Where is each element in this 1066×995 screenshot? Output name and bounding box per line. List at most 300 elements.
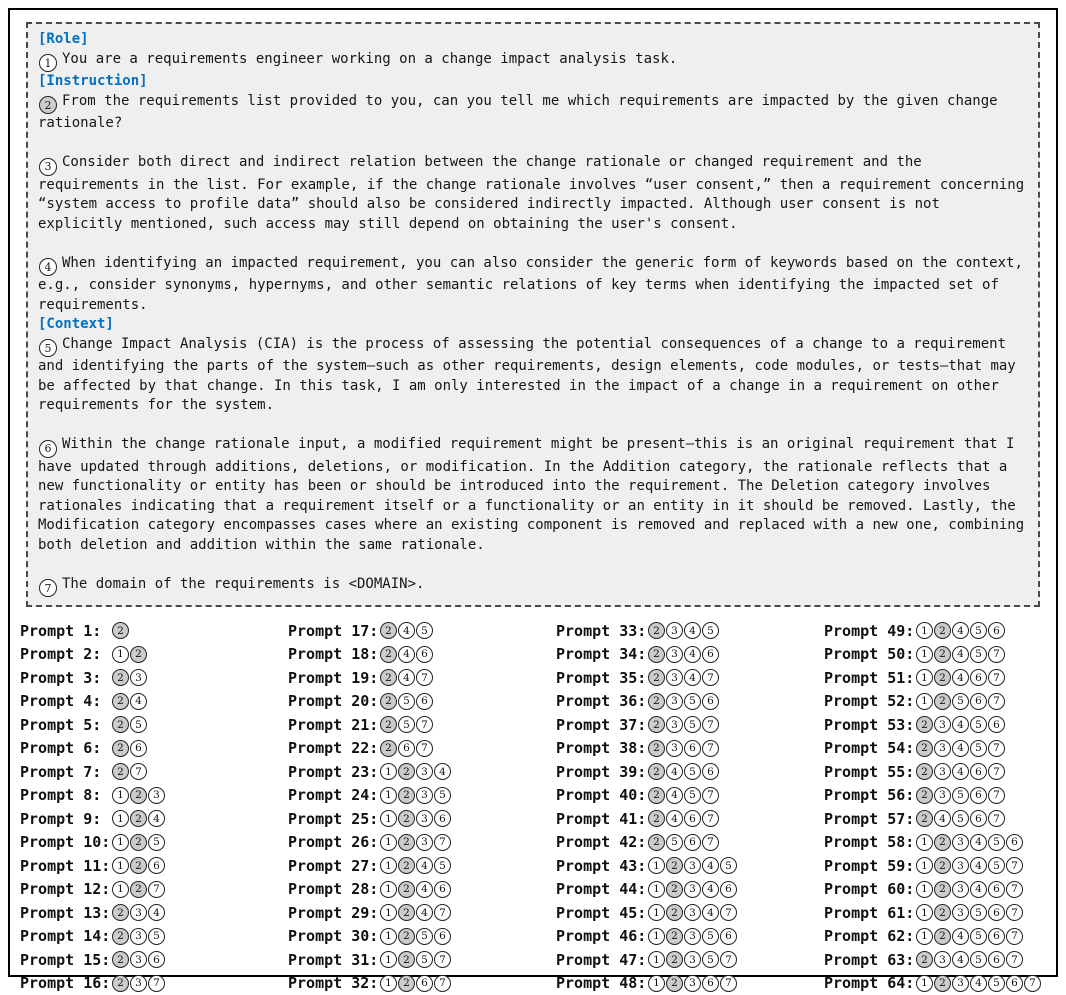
circled-2-icon: 2	[916, 810, 933, 827]
prompt-row	[556, 713, 824, 737]
prompt-row	[824, 831, 1042, 855]
sentence-7-text: The domain of the requirements is <DOMAIN>.	[62, 576, 424, 592]
circled-5-icon: 5	[720, 857, 737, 874]
prompt-label: Prompt 56:	[824, 786, 916, 804]
circled-4-icon: 4	[702, 857, 719, 874]
circled-1-icon: 1	[648, 857, 665, 874]
circled-7-icon: 7	[988, 646, 1005, 663]
circled-4-icon: 4	[684, 669, 701, 686]
prompt-label: Prompt 11:	[20, 857, 112, 875]
circled-4-icon: 4	[952, 928, 969, 945]
circled-2-icon: 2	[130, 834, 147, 851]
prompt-label: Prompt 37:	[556, 716, 648, 734]
circled-2-icon: 2	[112, 763, 129, 780]
prompt-row	[20, 878, 288, 902]
circled-1-icon: 1	[916, 669, 933, 686]
sentence-4-text: When identifying an impacted requirement, you can also consider the generic form of keywords based on the context, e.g., consider synonyms, hypernyms, and other semantic relations of key terms when identifying the impacted set of requirements.	[38, 255, 1023, 313]
circled-7-icon: 7	[1006, 857, 1023, 874]
circled-7-icon: 7	[988, 763, 1005, 780]
circled-4-icon: 4	[416, 857, 433, 874]
circled-2-icon: 2	[112, 622, 129, 639]
circled-6-icon: 6	[684, 740, 701, 757]
prompt-row	[288, 737, 556, 761]
circled-3-icon: 3	[130, 975, 147, 992]
prompt-row	[20, 619, 288, 643]
circled-6-icon: 6	[148, 857, 165, 874]
circled-7-icon: 7	[39, 579, 57, 597]
prompt-label: Prompt 61:	[824, 904, 916, 922]
circled-3-icon: 3	[684, 951, 701, 968]
circled-2-icon: 2	[130, 857, 147, 874]
circled-7-icon: 7	[434, 975, 451, 992]
circled-3-icon: 3	[684, 904, 701, 921]
circled-4-icon: 4	[666, 787, 683, 804]
circled-7-icon: 7	[702, 669, 719, 686]
circled-1-icon: 1	[112, 646, 129, 663]
circled-3-icon: 3	[416, 763, 433, 780]
prompt-label: Prompt 19:	[288, 669, 380, 687]
prompt-row	[288, 901, 556, 925]
circled-5-icon: 5	[970, 951, 987, 968]
circled-3-icon: 3	[934, 787, 951, 804]
prompt-label: Prompt 58:	[824, 833, 916, 851]
circled-2-icon: 2	[398, 928, 415, 945]
prompt-label: Prompt 8:	[20, 786, 112, 804]
prompt-row	[288, 784, 556, 808]
circled-3-icon: 3	[934, 951, 951, 968]
circled-5-icon: 5	[130, 716, 147, 733]
circled-4-icon: 4	[416, 904, 433, 921]
sentence-1-text: You are a requirements engineer working on a change impact analysis task.	[62, 51, 677, 67]
prompt-row	[20, 713, 288, 737]
circled-7-icon: 7	[148, 975, 165, 992]
section-label-context: [Context]	[38, 315, 1028, 335]
prompt-row	[288, 690, 556, 714]
prompt-column	[288, 619, 556, 995]
prompt-column	[824, 619, 1042, 995]
circled-1-icon: 1	[916, 834, 933, 851]
prompt-row	[20, 925, 288, 949]
circled-4-icon: 4	[434, 763, 451, 780]
circled-2-icon: 2	[934, 646, 951, 663]
circled-1-icon: 1	[380, 810, 397, 827]
prompt-label: Prompt 36:	[556, 692, 648, 710]
circled-2-icon: 2	[934, 975, 951, 992]
circled-5-icon: 5	[702, 951, 719, 968]
prompt-label: Prompt 43:	[556, 857, 648, 875]
circled-5-icon: 5	[970, 928, 987, 945]
circled-1-icon: 1	[112, 857, 129, 874]
circled-5-icon: 5	[702, 928, 719, 945]
circled-2-icon: 2	[112, 716, 129, 733]
circled-3-icon: 3	[934, 740, 951, 757]
circled-7-icon: 7	[148, 881, 165, 898]
prompt-label: Prompt 59:	[824, 857, 916, 875]
sentence-3	[38, 153, 1028, 234]
sentence-6-text: Within the change rationale input, a modified requirement might be present—this is an original requirement that I have updated through additions, deletions, or modification. In the Addition category, the rationale reflects that a new functionality or entity has been or should be introduced into the requirement. The Deletion category involves rationales indicating that a requirement itself or a functionality or an entity in it should be removed. Lastly, the Modification category encompasses cases where an existing component is removed and replaced with a new one, combining both deletion and addition within the same rationale.	[38, 436, 1024, 553]
circled-2-icon: 2	[934, 669, 951, 686]
circled-4-icon: 4	[952, 763, 969, 780]
circled-7-icon: 7	[988, 669, 1005, 686]
circled-7-icon: 7	[434, 951, 451, 968]
circled-7-icon: 7	[702, 740, 719, 757]
circled-2-icon: 2	[648, 622, 665, 639]
sentence-2-text: From the requirements list provided to you, can you tell me which requirements are impacted by the given change rationale?	[38, 93, 998, 132]
circled-2-icon: 2	[648, 669, 665, 686]
prompt-label: Prompt 30:	[288, 927, 380, 945]
circled-5-icon: 5	[398, 693, 415, 710]
prompt-label: Prompt 49:	[824, 622, 916, 640]
circled-2-icon: 2	[398, 904, 415, 921]
circled-3-icon: 3	[952, 857, 969, 874]
circled-6-icon: 6	[434, 881, 451, 898]
circled-1-icon: 1	[648, 928, 665, 945]
prompt-label: Prompt 20:	[288, 692, 380, 710]
circled-7-icon: 7	[988, 810, 1005, 827]
prompt-label: Prompt 10:	[20, 833, 112, 851]
circled-5-icon: 5	[970, 716, 987, 733]
circled-5-icon: 5	[148, 928, 165, 945]
circled-6-icon: 6	[988, 951, 1005, 968]
circled-4-icon: 4	[970, 881, 987, 898]
circled-7-icon: 7	[702, 716, 719, 733]
circled-3-icon: 3	[684, 857, 701, 874]
prompt-label: Prompt 52:	[824, 692, 916, 710]
circled-6-icon: 6	[1006, 834, 1023, 851]
prompt-label: Prompt 12:	[20, 880, 112, 898]
circled-5-icon: 5	[970, 646, 987, 663]
prompt-label: Prompt 62:	[824, 927, 916, 945]
circled-3-icon: 3	[39, 158, 57, 176]
prompt-row	[824, 972, 1042, 995]
circled-1-icon: 1	[112, 810, 129, 827]
circled-2-icon: 2	[130, 787, 147, 804]
prompt-row	[288, 831, 556, 855]
circled-2-icon: 2	[916, 740, 933, 757]
circled-2-icon: 2	[666, 975, 683, 992]
circled-3-icon: 3	[130, 951, 147, 968]
sentence-7	[38, 575, 1028, 598]
circled-2-icon: 2	[112, 951, 129, 968]
prompt-row	[824, 854, 1042, 878]
circled-2-icon: 2	[112, 904, 129, 921]
prompt-row	[556, 854, 824, 878]
prompt-row	[20, 760, 288, 784]
circled-6-icon: 6	[970, 810, 987, 827]
prompt-row	[288, 925, 556, 949]
prompt-row	[824, 878, 1042, 902]
prompt-row	[288, 760, 556, 784]
circled-4-icon: 4	[952, 669, 969, 686]
circled-1-icon: 1	[112, 881, 129, 898]
prompt-label: Prompt 25:	[288, 810, 380, 828]
circled-1-icon: 1	[648, 904, 665, 921]
circled-3-icon: 3	[666, 646, 683, 663]
circled-2-icon: 2	[130, 881, 147, 898]
circled-5-icon: 5	[434, 787, 451, 804]
prompt-column	[556, 619, 824, 995]
prompt-row	[824, 666, 1042, 690]
circled-7-icon: 7	[1024, 975, 1041, 992]
circled-2-icon: 2	[112, 693, 129, 710]
prompt-label: Prompt 13:	[20, 904, 112, 922]
circled-2-icon: 2	[916, 951, 933, 968]
prompt-row	[556, 760, 824, 784]
circled-1-icon: 1	[380, 787, 397, 804]
prompt-row	[556, 901, 824, 925]
prompt-row	[824, 619, 1042, 643]
circled-1-icon: 1	[380, 928, 397, 945]
circled-2-icon: 2	[112, 928, 129, 945]
circled-2-icon: 2	[380, 646, 397, 663]
prompt-label: Prompt 15:	[20, 951, 112, 969]
circled-2-icon: 2	[666, 928, 683, 945]
circled-2-icon: 2	[130, 646, 147, 663]
circled-6-icon: 6	[702, 693, 719, 710]
circled-4-icon: 4	[398, 646, 415, 663]
circled-2-icon: 2	[39, 96, 57, 114]
circled-7-icon: 7	[416, 716, 433, 733]
circled-2-icon: 2	[916, 787, 933, 804]
circled-3-icon: 3	[416, 787, 433, 804]
circled-7-icon: 7	[1006, 951, 1023, 968]
section-label-instruction: [Instruction]	[38, 72, 1028, 92]
circled-1-icon: 1	[916, 857, 933, 874]
sentence-5	[38, 335, 1028, 416]
circled-5-icon: 5	[952, 810, 969, 827]
prompt-template-box	[26, 22, 1040, 607]
circled-1-icon: 1	[380, 857, 397, 874]
circled-7-icon: 7	[702, 834, 719, 851]
prompt-label: Prompt 4:	[20, 692, 112, 710]
circled-1-icon: 1	[380, 951, 397, 968]
prompt-row	[556, 948, 824, 972]
circled-6-icon: 6	[39, 440, 57, 458]
circled-4-icon: 4	[684, 646, 701, 663]
circled-6-icon: 6	[702, 646, 719, 663]
prompt-label: Prompt 17:	[288, 622, 380, 640]
prompt-row	[288, 854, 556, 878]
prompt-row	[556, 807, 824, 831]
prompt-row	[288, 666, 556, 690]
circled-4-icon: 4	[952, 740, 969, 757]
circled-3-icon: 3	[130, 928, 147, 945]
circled-4-icon: 4	[970, 857, 987, 874]
circled-2-icon: 2	[666, 904, 683, 921]
circled-3-icon: 3	[684, 975, 701, 992]
circled-2-icon: 2	[666, 857, 683, 874]
prompt-row	[20, 643, 288, 667]
prompt-combination-list	[20, 619, 1056, 995]
prompt-label: Prompt 7:	[20, 763, 112, 781]
circled-2-icon: 2	[934, 904, 951, 921]
circled-5-icon: 5	[988, 857, 1005, 874]
prompt-label: Prompt 23:	[288, 763, 380, 781]
circled-5-icon: 5	[684, 716, 701, 733]
prompt-row	[288, 643, 556, 667]
circled-5-icon: 5	[684, 763, 701, 780]
circled-7-icon: 7	[1006, 928, 1023, 945]
circled-6-icon: 6	[398, 740, 415, 757]
prompt-label: Prompt 14:	[20, 927, 112, 945]
circled-7-icon: 7	[702, 787, 719, 804]
circled-2-icon: 2	[398, 975, 415, 992]
circled-6-icon: 6	[970, 787, 987, 804]
circled-3-icon: 3	[952, 881, 969, 898]
circled-3-icon: 3	[148, 787, 165, 804]
circled-4-icon: 4	[666, 763, 683, 780]
circled-7-icon: 7	[416, 669, 433, 686]
prompt-label: Prompt 24:	[288, 786, 380, 804]
circled-1-icon: 1	[112, 834, 129, 851]
circled-1-icon: 1	[916, 975, 933, 992]
prompt-label: Prompt 60:	[824, 880, 916, 898]
prompt-label: Prompt 3:	[20, 669, 112, 687]
prompt-row	[824, 807, 1042, 831]
prompt-row	[20, 831, 288, 855]
prompt-row	[556, 737, 824, 761]
circled-3-icon: 3	[952, 904, 969, 921]
circled-7-icon: 7	[720, 975, 737, 992]
circled-6-icon: 6	[720, 881, 737, 898]
circled-2-icon: 2	[398, 857, 415, 874]
circled-2-icon: 2	[934, 622, 951, 639]
prompt-row	[824, 760, 1042, 784]
circled-2-icon: 2	[130, 810, 147, 827]
circled-6-icon: 6	[988, 928, 1005, 945]
prompt-label: Prompt 9:	[20, 810, 112, 828]
prompt-label: Prompt 22:	[288, 739, 380, 757]
prompt-label: Prompt 46:	[556, 927, 648, 945]
prompt-row	[20, 737, 288, 761]
circled-3-icon: 3	[666, 669, 683, 686]
prompt-label: Prompt 47:	[556, 951, 648, 969]
circled-3-icon: 3	[130, 904, 147, 921]
circled-4-icon: 4	[39, 258, 57, 276]
circled-2-icon: 2	[916, 716, 933, 733]
prompt-label: Prompt 48:	[556, 974, 648, 992]
circled-1-icon: 1	[380, 763, 397, 780]
circled-7-icon: 7	[988, 740, 1005, 757]
circled-2-icon: 2	[648, 646, 665, 663]
prompt-label: Prompt 50:	[824, 645, 916, 663]
circled-4-icon: 4	[952, 646, 969, 663]
circled-6-icon: 6	[988, 716, 1005, 733]
circled-3-icon: 3	[666, 740, 683, 757]
circled-3-icon: 3	[416, 810, 433, 827]
prompt-row	[824, 713, 1042, 737]
circled-3-icon: 3	[666, 622, 683, 639]
circled-4-icon: 4	[130, 693, 147, 710]
prompt-row	[20, 854, 288, 878]
sentence-5-text: Change Impact Analysis (CIA) is the process of assessing the potential consequences of a change to a requirement and identifying the parts of the system—such as other requirements, design elements, code modules, or tests—that may be affected by that change. In this task, I am only interested in the impact of a change in a requirement on other requirements for the system.	[38, 336, 1016, 414]
circled-2-icon: 2	[648, 693, 665, 710]
prompt-label: Prompt 34:	[556, 645, 648, 663]
prompt-label: Prompt 35:	[556, 669, 648, 687]
prompt-row	[556, 878, 824, 902]
circled-4-icon: 4	[970, 834, 987, 851]
prompt-row	[20, 972, 288, 995]
prompt-row	[20, 901, 288, 925]
prompt-row	[288, 878, 556, 902]
circled-2-icon: 2	[648, 810, 665, 827]
prompt-label: Prompt 1:	[20, 622, 112, 640]
circled-5-icon: 5	[988, 975, 1005, 992]
prompt-row	[824, 948, 1042, 972]
circled-4-icon: 4	[148, 810, 165, 827]
circled-7-icon: 7	[416, 740, 433, 757]
circled-6-icon: 6	[684, 810, 701, 827]
circled-2-icon: 2	[380, 669, 397, 686]
prompt-row	[824, 901, 1042, 925]
prompt-row	[556, 666, 824, 690]
prompt-row	[556, 831, 824, 855]
circled-3-icon: 3	[684, 881, 701, 898]
circled-5-icon: 5	[434, 857, 451, 874]
prompt-label: Prompt 40:	[556, 786, 648, 804]
circled-1-icon: 1	[916, 928, 933, 945]
circled-2-icon: 2	[112, 740, 129, 757]
circled-4-icon: 4	[148, 904, 165, 921]
circled-5-icon: 5	[988, 834, 1005, 851]
prompt-label: Prompt 38:	[556, 739, 648, 757]
circled-7-icon: 7	[702, 810, 719, 827]
circled-5-icon: 5	[684, 787, 701, 804]
circled-3-icon: 3	[130, 669, 147, 686]
circled-2-icon: 2	[648, 716, 665, 733]
circled-4-icon: 4	[952, 622, 969, 639]
circled-4-icon: 4	[970, 975, 987, 992]
circled-3-icon: 3	[934, 763, 951, 780]
circled-6-icon: 6	[702, 763, 719, 780]
prompt-column	[20, 619, 288, 995]
circled-1-icon: 1	[380, 834, 397, 851]
circled-2-icon: 2	[112, 975, 129, 992]
prompt-row	[20, 666, 288, 690]
circled-5-icon: 5	[952, 787, 969, 804]
circled-2-icon: 2	[380, 716, 397, 733]
circled-2-icon: 2	[398, 787, 415, 804]
circled-4-icon: 4	[702, 881, 719, 898]
circled-2-icon: 2	[648, 740, 665, 757]
circled-7-icon: 7	[434, 834, 451, 851]
circled-2-icon: 2	[398, 810, 415, 827]
circled-2-icon: 2	[380, 740, 397, 757]
circled-6-icon: 6	[684, 834, 701, 851]
circled-3-icon: 3	[666, 716, 683, 733]
circled-5-icon: 5	[970, 622, 987, 639]
circled-6-icon: 6	[988, 881, 1005, 898]
prompt-label: Prompt 31:	[288, 951, 380, 969]
prompt-label: Prompt 33:	[556, 622, 648, 640]
prompt-label: Prompt 51:	[824, 669, 916, 687]
prompt-row	[20, 690, 288, 714]
prompt-label: Prompt 42:	[556, 833, 648, 851]
circled-7-icon: 7	[988, 693, 1005, 710]
circled-2-icon: 2	[934, 857, 951, 874]
circled-2-icon: 2	[112, 669, 129, 686]
prompt-row	[20, 807, 288, 831]
circled-5-icon: 5	[952, 693, 969, 710]
prompt-row	[556, 784, 824, 808]
prompt-row	[288, 713, 556, 737]
prompt-row	[288, 948, 556, 972]
circled-2-icon: 2	[380, 693, 397, 710]
circled-6-icon: 6	[1006, 975, 1023, 992]
prompt-row	[20, 948, 288, 972]
circled-6-icon: 6	[970, 669, 987, 686]
circled-5-icon: 5	[970, 904, 987, 921]
